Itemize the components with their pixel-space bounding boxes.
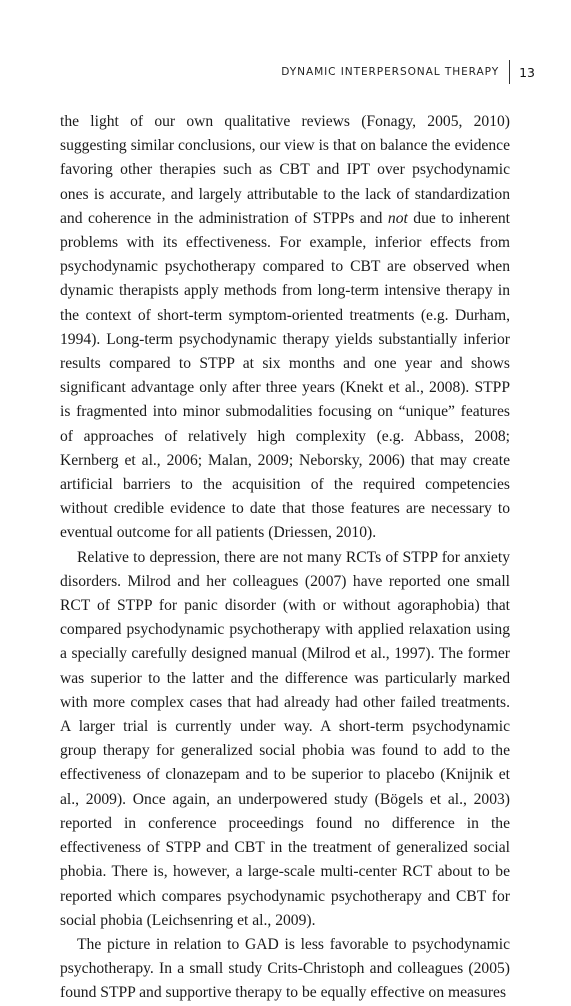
- emphasis-not: not: [387, 209, 408, 227]
- page-number: 13: [519, 64, 535, 80]
- text-segment: the light of our own qualitative reviews (Fonagy, 2005, 2010) suggesting similar conclusions, our view is that on balance the evidence favoring other therapies such as CBT and IPT over psychodynamic ones is accurate, and largely attributable to the lack of standardization and coherence in the administration of STPPs and: [60, 113, 510, 227]
- text-segment: The picture in relation to GAD is less favorable to psychodynamic psychotherapy. In a small study Crits-Christoph and colleagues (2005) found STPP and supportive therapy to be equally effective on measures: [60, 935, 510, 1002]
- text-segment: Relative to depression, there are not many RCTs of STPP for anxiety disorders. Milrod and her colleagues (2007) have reported one small RCT of STPP for panic disorder (with or without agoraphobia) that compared psychodynamic psychotherapy with applied relaxation using a specially carefully designed manual (Milrod et al., 1997). The former was superior to the latter and the difference was particularly marked with more complex cases that had already had other failed treatments. A larger trial is currently under way. A short-term psychodynamic group therapy for generalized social phobia was found to add to the effectiveness of clonazepam and to be superior to placebo (Knijnik et al., 2009). Once again, an underpowered study (Bögels et al., 2003) reported in conference proceedings found no difference in the effectiveness of STPP and CBT in the treatment of generalized social phobia. There is, however, a large-scale multi-center RCT about to be reported which compares psychodynamic psychotherapy and CBT for social phobia (Leichsenring et al., 2009).: [60, 548, 510, 929]
- body-text: [60, 110, 510, 1006]
- running-header: [281, 60, 535, 84]
- header-divider: [509, 60, 510, 84]
- paragraph-3: [60, 933, 510, 1006]
- paragraph-1: [60, 110, 510, 546]
- paragraph-2: [60, 546, 510, 933]
- running-title: DYNAMIC INTERPERSONAL THERAPY: [281, 66, 500, 78]
- text-segment: due to inherent problems with its effectiveness. For example, inferior effects from psychodynamic psychotherapy compared to CBT are observed when dynamic therapists apply methods from long-term intensive therapy in the context of short-term symptom-oriented treatments (e.g. Durham, 1994). Long-term psychodynamic therapy yields substantially inferior results compared to STPP at six months and one year and shows significant advantage only after three years (Knekt et al., 2008). STPP is fragmented into minor submodalities focusing on “unique” features of approaches of relatively high complexity (e.g. Abbass, 2008; Kernberg et al., 2006; Malan, 2009; Neborsky, 2006) that may create artificial barriers to the acquisition of the required competencies without credible evidence to date that those features are necessary to eventual outcome for all patients (Driessen, 2010).: [60, 209, 510, 542]
